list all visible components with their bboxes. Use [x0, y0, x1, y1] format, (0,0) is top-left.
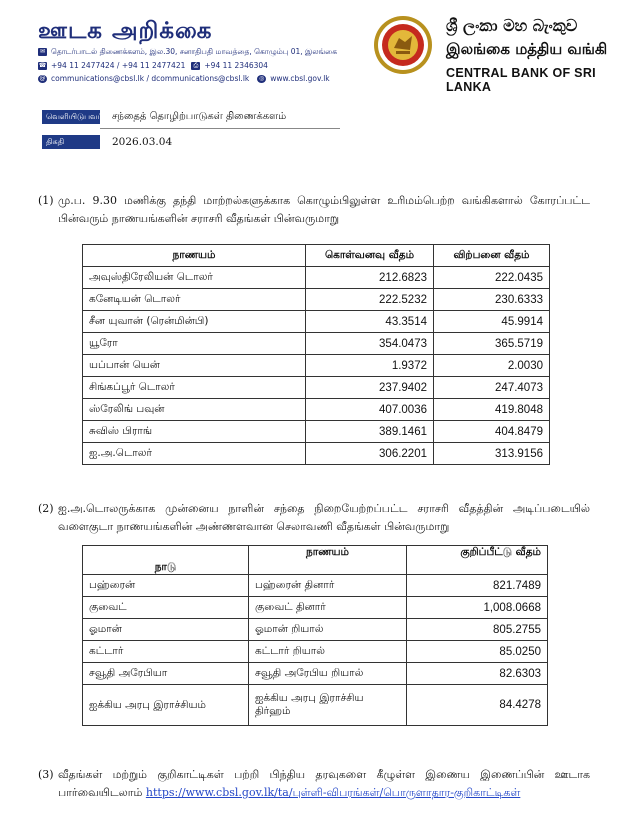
- row-value-cell: 222.0435: [434, 267, 550, 289]
- table-row: [83, 597, 548, 619]
- row-value-cell: 237.9402: [306, 377, 434, 399]
- row-value-cell: 84.4278: [407, 685, 548, 726]
- table-row: [83, 641, 548, 663]
- row-label-cell: ஓமான்: [83, 619, 249, 641]
- row-label-cell: குவைட்: [83, 597, 249, 619]
- row-value-cell: 2.0030: [434, 355, 550, 377]
- paragraph-3-body: [58, 766, 590, 802]
- row-value-cell: ஓமான் றியால்: [249, 619, 407, 641]
- col-selling-rate: விற்பனை வீதம்: [434, 245, 550, 267]
- table-row: [83, 311, 550, 333]
- issued-by-value: சந்தைத் தொழிற்பாடுகள் திணைக்களம்: [112, 111, 287, 122]
- phone-icon: ☎: [38, 61, 47, 69]
- email-line: [38, 74, 330, 83]
- meta-divider: [100, 128, 340, 129]
- row-label-cell: யப்பான் யென்: [83, 355, 306, 377]
- exchange-rate-table-body: [83, 267, 550, 465]
- row-value-cell: 43.3514: [306, 311, 434, 333]
- gulf-currency-table: [82, 545, 548, 726]
- exchange-rate-table: [82, 244, 550, 465]
- row-label-cell: சுவிஸ் பிராங்: [83, 421, 306, 443]
- row-value-cell: 85.0250: [407, 641, 548, 663]
- row-value-cell: 407.0036: [306, 399, 434, 421]
- date-value: 2026.03.04: [112, 136, 173, 148]
- cbsl-seal-logo: [372, 14, 434, 76]
- row-value-cell: குவைட் தினார்: [249, 597, 407, 619]
- fax-icon: ⎙: [191, 62, 200, 70]
- issued-by-row: [42, 109, 286, 125]
- row-value-cell: 313.9156: [434, 443, 550, 465]
- table-header-row: [83, 546, 548, 575]
- table-row: [83, 575, 548, 597]
- table-header-row: [83, 245, 550, 267]
- row-value-cell: 212.6823: [306, 267, 434, 289]
- row-value-cell: 354.0473: [306, 333, 434, 355]
- row-value-cell: 805.2755: [407, 619, 548, 641]
- table-row: [83, 377, 550, 399]
- paragraph-1: [38, 192, 590, 228]
- paragraph-3-number: (3): [38, 768, 54, 781]
- date-row: [42, 134, 172, 150]
- table-row: [83, 421, 550, 443]
- table-row: [83, 333, 550, 355]
- paragraph-2-text: ஐ.அ.டொலருக்காக முன்னைய நாளின் சந்தை நிறையேற்றப்பட்ட சராசரி வீதத்தின் அடிப்படையில் வளைகுடா நாணயங்களின் அண்ணளவான செலாவணி வீதங்கள் பின்வருமாறு: [58, 502, 590, 533]
- col-buying-rate: கொள்வனவு வீதம்: [306, 245, 434, 267]
- bank-name-sinhala: ශ්‍රී ලංකා මහ බැංකුව: [446, 16, 578, 35]
- address-text: தொடர்பாடல் திணைக்களம், இல.30, சனாதிபதி மாவத்தை, கொழும்பு 01, இலங்கை: [51, 47, 338, 56]
- col-country: நாடு: [83, 546, 249, 575]
- paragraph-3: [38, 766, 590, 802]
- table-row: [83, 663, 548, 685]
- globe-icon: ◎: [259, 74, 265, 82]
- paragraph-1-number: (1): [38, 194, 54, 207]
- row-value-cell: 365.5719: [434, 333, 550, 355]
- gulf-currency-table-body: [83, 575, 548, 726]
- row-value-cell: சவூதி அரேபிய றியால்: [249, 663, 407, 685]
- table-row: [83, 685, 548, 726]
- row-label-cell: சிங்கப்பூர் டொலர்: [83, 377, 306, 399]
- row-label-cell: யூரோ: [83, 333, 306, 355]
- row-label-cell: ஸ்ரேலிங் பவுன்: [83, 399, 306, 421]
- row-value-cell: 821.7489: [407, 575, 548, 597]
- paragraph-3-text: வீதங்கள் மற்றும் குறிகாட்டிகள் பற்றி பிந்திய தரவுகளை கீழுள்ள இணைய இணைப்பின் ஊடாக பார்வையிடலாம்: [58, 768, 590, 799]
- row-label-cell: ஐக்கிய அரபு இராச்சியம்: [83, 685, 249, 726]
- paragraph-2: [38, 500, 590, 536]
- table-row: [83, 399, 550, 421]
- row-value-cell: 1,008.0668: [407, 597, 548, 619]
- date-label: திகதி: [42, 135, 100, 149]
- table-row: [83, 289, 550, 311]
- row-value-cell: 389.1461: [306, 421, 434, 443]
- row-value-cell: 230.6333: [434, 289, 550, 311]
- row-label-cell: பஹ்ரைன்: [83, 575, 249, 597]
- bank-name-tamil: இலங்கை மத்திய வங்கி: [446, 40, 608, 58]
- website-text[interactable]: www.cbsl.gov.lk: [270, 74, 330, 83]
- row-value-cell: கட்டார் றியால்: [249, 641, 407, 663]
- row-label-cell: கட்டார்: [83, 641, 249, 663]
- row-value-cell: 82.6303: [407, 663, 548, 685]
- at-icon: @: [39, 74, 46, 82]
- row-value-cell: 45.9914: [434, 311, 550, 333]
- row-value-cell: பஹ்ரைன் தினார்: [249, 575, 407, 597]
- col-reference-rate: குறிப்பீட்டு வீதம்: [407, 546, 548, 575]
- row-value-cell: 419.8048: [434, 399, 550, 421]
- letterhead: [0, 0, 635, 95]
- phone-line: [38, 61, 268, 70]
- row-label-cell: சவூதி அரேபியா: [83, 663, 249, 685]
- paragraph-2-number: (2): [38, 502, 54, 515]
- envelope-icon: ✉: [39, 48, 46, 55]
- row-label-cell: அவுஸ்திரேலியன் டொலர்: [83, 267, 306, 289]
- row-label-cell: சீன யுவான் (ரென்மின்பி): [83, 311, 306, 333]
- fax-text: +94 11 2346304: [204, 61, 268, 70]
- row-label-cell: கனேடியன் டொலர்: [83, 289, 306, 311]
- row-label-cell: ஐ.அ.டொலர்: [83, 443, 306, 465]
- issued-by-label: வெளியிடுபவர்: [42, 110, 100, 124]
- table-row: [83, 619, 548, 641]
- row-value-cell: 404.8479: [434, 421, 550, 443]
- row-value-cell: 306.2201: [306, 443, 434, 465]
- table-row: [83, 443, 550, 465]
- row-value-cell: 222.5232: [306, 289, 434, 311]
- col-currency: நாணயம்: [249, 546, 407, 575]
- col-currency: நாணயம்: [83, 245, 306, 267]
- economic-indicators-link[interactable]: https://www.cbsl.gov.lk/ta/புள்ளி-விபரங்கள்/பொருளாதார-குறிகாட்டிகள்: [145, 786, 521, 799]
- bank-name-english: CENTRAL BANK OF SRI LANKA: [446, 66, 596, 94]
- phone-text: +94 11 2477424 / +94 11 2477421: [51, 61, 186, 70]
- row-value-cell: 1.9372: [306, 355, 434, 377]
- email-text[interactable]: communications@cbsl.lk / dcommunications@cbsl.lk: [51, 74, 250, 83]
- table-row: [83, 267, 550, 289]
- paragraph-1-text: மு.ப. 9.30 மணிக்கு தந்தி மாற்றல்களுக்காக கொழும்பிலுள்ள உரிமம்பெற்ற வங்கிகளால் கோரப்பட்ட பின்வரும் நாணயங்களின் சராசரி வீதங்கள் பின்வருமாறு: [58, 194, 590, 225]
- row-value-cell: ஐக்கிய அரபு இராச்சிய திர்ஹம்: [249, 685, 407, 726]
- address-line: [38, 47, 337, 57]
- row-value-cell: 247.4073: [434, 377, 550, 399]
- table-row: [83, 355, 550, 377]
- department-title: ஊடக அறிக்கை: [38, 18, 213, 44]
